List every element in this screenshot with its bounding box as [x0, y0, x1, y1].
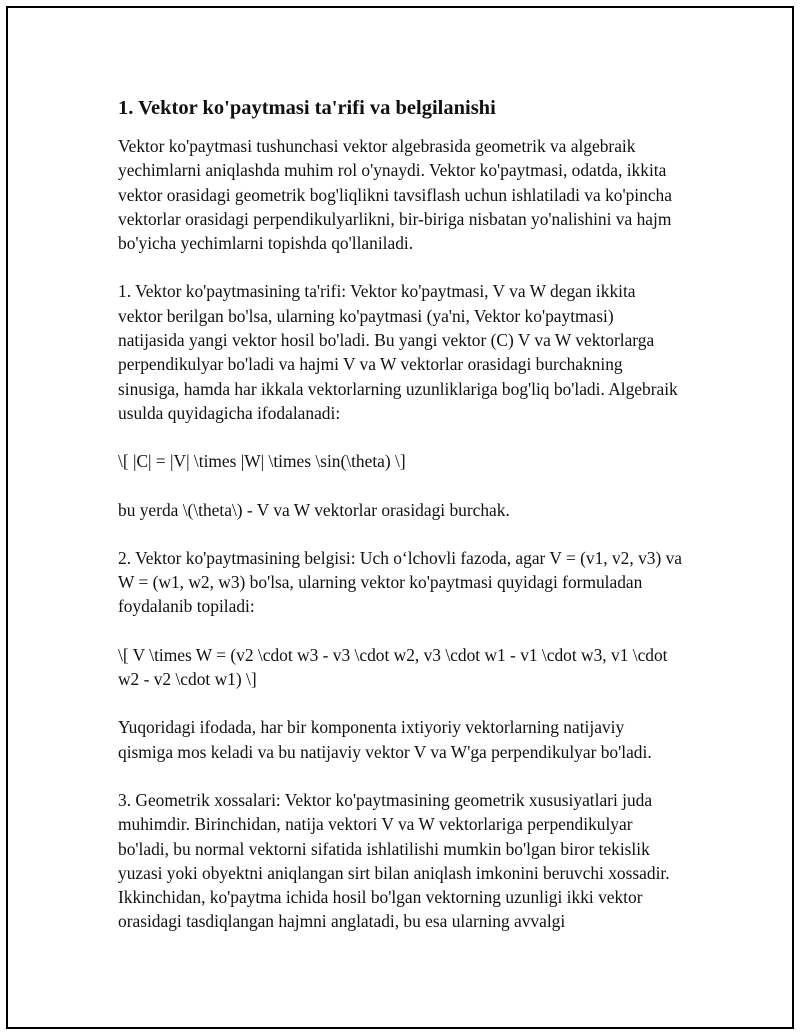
component-explanation: Yuqoridagi ifodada, har bir komponenta ixtiyoriy vektorlarning natijaviy qismiga mos keladi va bu natijaviy vektor V va W'ga perpendikulyar bo'ladi.	[118, 717, 652, 762]
theta-explanation: bu yerda \(\theta\) - V va W vektorlar orasidagi burchak.	[118, 499, 510, 520]
notation-paragraph: 2. Vektor ko'paytmasining belgisi: Uch o‘lchovli fazoda, agar V = (v1, v2, v3) va W = (w1, w2, w3) bo'lsa, ularning vektor ko'paytmasi quyidagi formuladan foydalanib topiladi:	[118, 547, 683, 617]
intro-paragraph: Vektor ko'paytmasi tushunchasi vektor algebrasida geometrik va algebraik yechimlarni aniqlashda muhim rol o'ynaydi. Vektor ko'paytmasi, odatda, ikkita vektor orasidagi geometrik bog'liqlikni tavsiflash uchun ishlatiladi va ko'pincha vektorlar orasidagi perpendikulyarlikni, bir-biriga nisbatan yo'nalishini va hajm bo'yicha yechimlarni topishda qo'llaniladi.	[118, 136, 672, 254]
geometric-properties-paragraph: 3. Geometrik xossalari: Vektor ko'paytmasining geometrik xususiyatlari juda muhimdir. Birinchidan, natija vektori V va W vektorlariga perpendikulyar bo'ladi, bu normal vektorni sifatida ishlatilishi mumkin bo'lgan biror tekislik yuzasi yoki obyektni aniqlangan sirt bilan aniqlash imkonini beruvchi xossadir. Ikkinchidan, ko'paytma ichida hosil bo'lgan vektorning uzunligi ikki vektor orasidagi tasdiqlangan hajmni anglatadi, bu esa ularning avvalgi	[118, 789, 670, 932]
document-body	[118, 96, 682, 958]
definition-paragraph: 1. Vektor ko'paytmasining ta'rifi: Vektor ko'paytmasi, V va W degan ikkita vektor berilgan bo'lsa, ularning ko'paytmasi (ya'ni, Vektor ko'paytmasi) natijasida yangi vektor hosil bo'ladi. Bu yangi vektor (C) V va W vektorlarga perpendikulyar bo'ladi va hajmi V va W vektorlar orasidagi burchakning sinusiga, hamda har ikkala vektorlarning uzunliklariga bog'liq bo'ladi. Algebraik usulda quyidagicha ifodalanadi:	[118, 281, 678, 423]
component-formula: \[ V \times W = (v2 \cdot w3 - v3 \cdot w2, v3 \cdot w1 - v1 \cdot w3, v1 \cdot w2 - v2 \cdot w1) \]	[118, 644, 668, 690]
section-heading: 1. Vektor ko'paytmasi ta'rifi va belgilanishi	[118, 97, 496, 119]
magnitude-formula: \[ |C| = |V| \times |W| \times \sin(\theta) \]	[118, 451, 406, 472]
